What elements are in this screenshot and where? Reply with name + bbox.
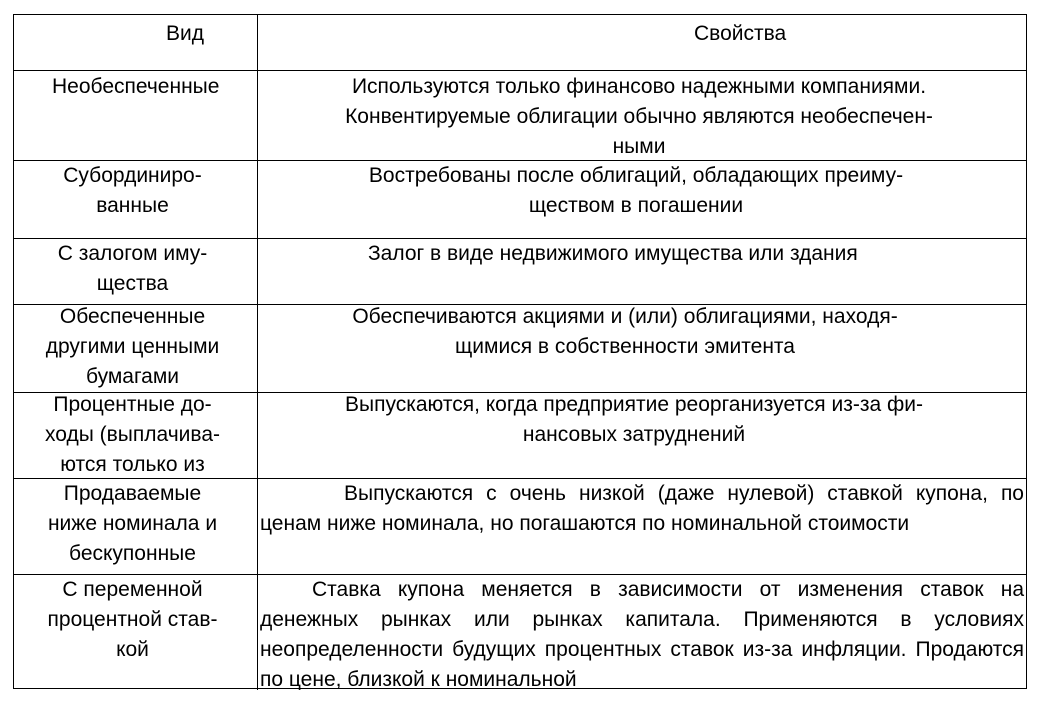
kind-line: процентной став- <box>47 608 218 631</box>
table-header-row <box>14 15 1026 71</box>
kind-cell <box>14 479 258 574</box>
kind-cell <box>14 575 258 690</box>
kind-line: Процентные до- <box>53 393 212 416</box>
kind-line: С переменной <box>62 578 203 601</box>
properties-line: Конвентируемые облигации обычно являются необеспечен- <box>345 105 933 128</box>
kind-line: Продаваемые <box>63 482 202 505</box>
kind-line: С залогом иму- <box>57 242 208 265</box>
kind-line: Обеспеченные <box>59 305 206 328</box>
properties-line: Востребованы после облигаций, обладающих преиму- <box>368 164 904 187</box>
properties-line: Залог в виде недвижимого имущества или здания <box>368 242 858 265</box>
kind-line: бумагами <box>86 365 179 388</box>
properties-text: Выпускаются с очень низкой (даже нулевой) ставкой купона, по ценам ниже номинала, но погашаются по номинальной стоимости <box>260 482 1024 535</box>
kind-cell <box>14 161 258 238</box>
kind-line: ходы (выплачива- <box>44 423 220 446</box>
properties-cell <box>258 71 1026 160</box>
kind-cell <box>14 305 258 392</box>
properties-cell <box>258 393 1026 478</box>
kind-cell <box>14 393 258 478</box>
kind-cell <box>14 71 258 160</box>
properties-cell <box>258 239 1026 304</box>
bond-types-table <box>13 14 1027 689</box>
properties-text <box>258 305 992 362</box>
kind-line: ванные <box>96 194 169 217</box>
kind-line: другими ценными <box>45 335 220 358</box>
table-row <box>14 239 1026 305</box>
kind-cell <box>14 239 258 304</box>
properties-cell <box>258 305 1026 392</box>
properties-text <box>258 393 1010 450</box>
kind-line: бескупонные <box>69 542 196 565</box>
properties-line: Используются только финансово надежными компаниями. <box>351 75 927 98</box>
table-row <box>14 71 1026 161</box>
kind-line: Субординиро- <box>63 164 202 187</box>
properties-line: щимися в собственности эмитента <box>455 335 795 358</box>
table-row <box>14 305 1026 393</box>
table-row <box>14 479 1026 575</box>
kind-line: ются только из <box>60 453 205 476</box>
kind-line: ниже номинала и <box>47 512 218 535</box>
kind-text <box>52 72 219 102</box>
properties-text <box>258 161 1014 221</box>
properties-cell <box>258 161 1026 238</box>
properties-cell <box>258 575 1026 690</box>
kind-text <box>14 305 251 392</box>
properties-line: Выпускаются, когда предприятие реорганизуется из-за фи- <box>344 393 924 416</box>
kind-line: кой <box>116 638 149 661</box>
kind-line: Необеспеченные <box>52 75 220 98</box>
kind-line: щества <box>96 272 169 295</box>
properties-text: Ставка купона меняется в зависимости от изменения ставок на денежных рынках или рынках капитала. Применяются в условиях неопределенности будущих процентных ставок из-за инфляции. Продаются по цене, близкой к номинальной <box>260 578 1024 690</box>
properties-text <box>258 72 1020 160</box>
properties-line: ществом в погашении <box>528 194 744 217</box>
properties-line: Обеспечиваются акциями и (или) облигациями, находя- <box>352 305 898 328</box>
kind-text <box>14 575 251 665</box>
table-row <box>14 575 1026 690</box>
properties-line: нансовых затруднений <box>522 423 746 446</box>
table-row <box>14 161 1026 239</box>
header-properties: Свойства <box>694 22 787 45</box>
kind-text <box>14 479 251 569</box>
properties-cell <box>258 479 1026 574</box>
header-kind: Вид <box>166 22 204 45</box>
header-properties-cell <box>258 15 1026 70</box>
properties-text <box>368 239 858 269</box>
kind-text <box>14 161 251 221</box>
properties-line: ными <box>612 135 666 158</box>
kind-text <box>14 393 251 478</box>
table-row <box>14 393 1026 479</box>
header-kind-cell <box>14 15 258 70</box>
kind-text <box>14 239 251 299</box>
